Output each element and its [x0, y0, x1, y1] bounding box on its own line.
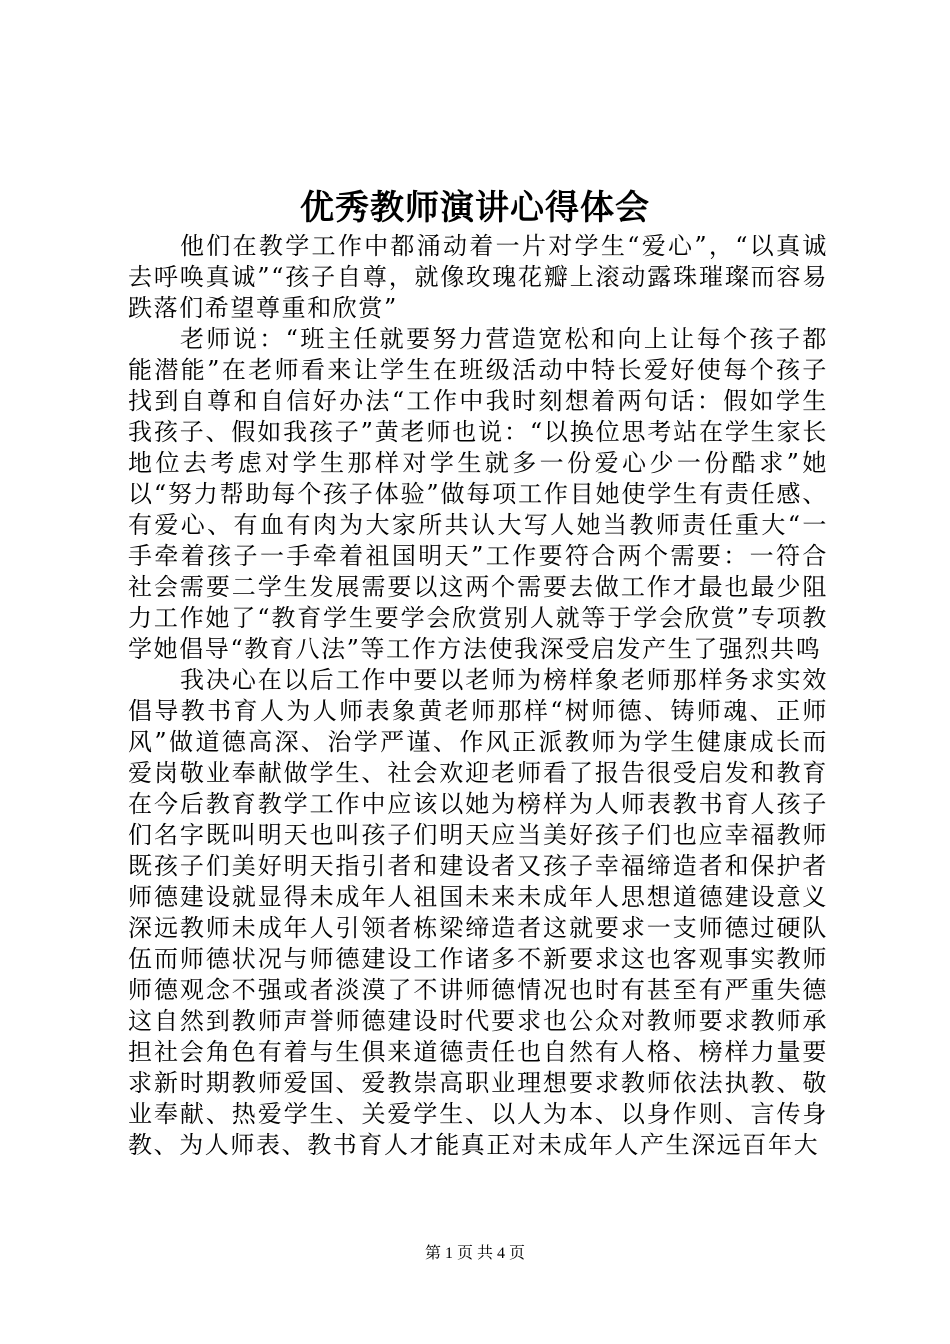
paragraph-2: 老师说：“班主任就要努力营造宽松和向上让每个孩子都能潜能”在老师看来让学生在班级活动中特长爱好使每个孩子找到自尊和自信好办法“工作中我时刻想着两句话：假如学生我孩子、假如我孩子”黄老师也说：“以换位思考站在学生家长地位去考虑对学生那样对学生就多一份爱心少一份酷求”她以“努力帮助每个孩子体验”做每项工作目她使学生有责任感、有爱心、有血有肉为大家所共认大写人她当教师责任重大“一手牵着孩子一手牵着祖国明天”工作要符合两个需要：一符合社会需要二学生发展需要以这两个需要去做工作才最也最少阻力工作她了“教育学生要学会欣赏别人就等于学会欣赏”专项教学她倡导“教育八法”等工作方法使我深受启发产生了强烈共鸣: [128, 325, 828, 663]
paragraph-3: 我决心在以后工作中要以老师为榜样象老师那样务求实效倡导教书育人为人师表象黄老师那样“树师德、铸师魂、正师风”做道德高深、治学严谨、作风正派教师为学生健康成长而爱岗敬业奉献做学生、社会欢迎老师看了报告很受启发和教育在今后教育教学工作中应该以她为榜样为人师表教书育人孩子们名字既叫明天也叫孩子们明天应当美好孩子们也应幸福教师既孩子们美好明天指引者和建设者又孩子幸福缔造者和保护者师德建设就显得未成年人祖国未来未成年人思想道德建设意义深远教师未成年人引领者栋梁缔造者这就要求一支师德过硬队伍而师德状况与师德建设工作诸多不新要求这也客观事实教师师德观念不强或者淡漠了不讲师德情况也时有甚至有严重失德这自然到教师声誉师德建设时代要求也公众对教师要求教师承担社会角色有着与生俱来道德责任也自然有人格、榜样力量要求新时期教师爱国、爱教崇高职业理想要求教师依法执教、敬业奉献、热爱学生、关爱学生、以人为本、以身作则、言传身教、为人师表、教书育人才能真正对未成年人产生深远百年大: [128, 666, 828, 1159]
page-footer: 第 1 页 共 4 页: [424, 1245, 525, 1262]
paragraph-1: 他们在教学工作中都涌动着一片对学生“爱心”，“以真诚去呼唤真诚”“孩子自尊，就像玫瑰花瓣上滚动露珠璀璨而容易跌落们希望尊重和欣赏”: [128, 232, 828, 322]
document-title: 优秀教师演讲心得体会: [300, 188, 650, 228]
document-body: [128, 231, 828, 1161]
